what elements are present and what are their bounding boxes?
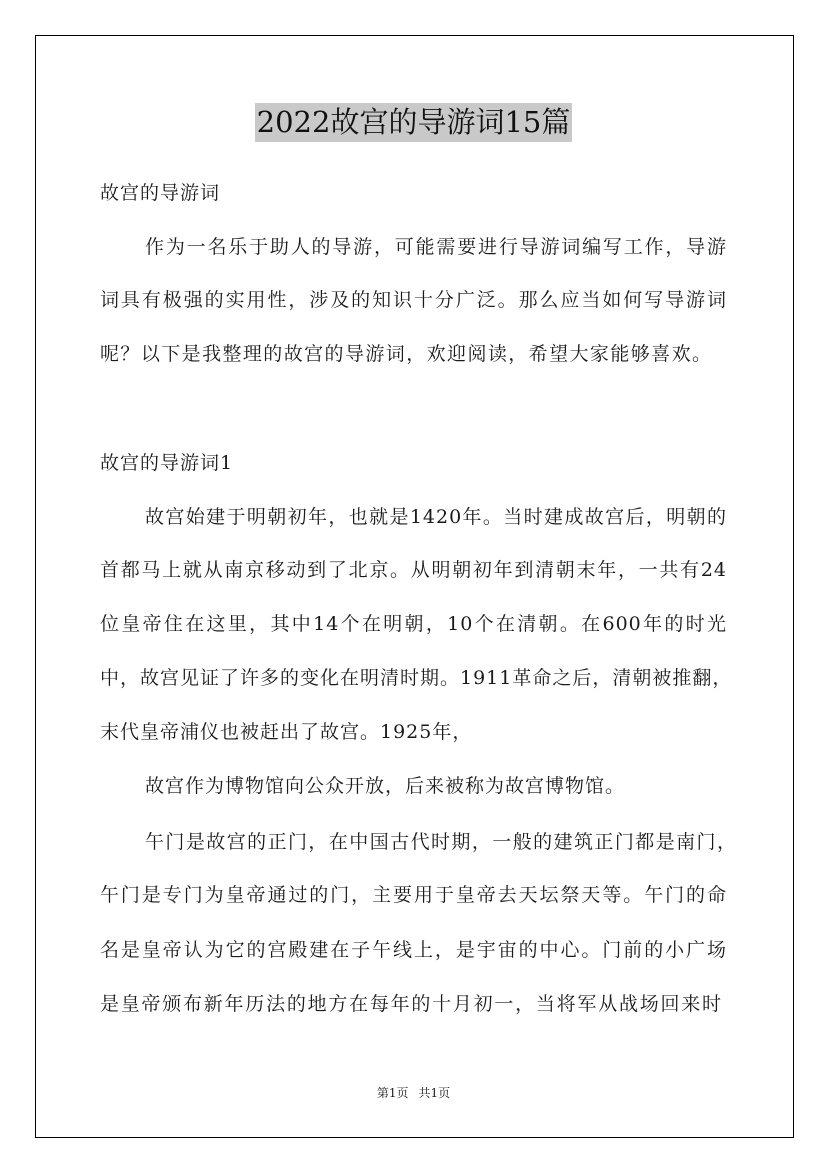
page-number: 第1页: [376, 1086, 409, 1100]
page-footer: [0, 1084, 827, 1102]
page-total: 共1页: [418, 1086, 451, 1100]
intro-heading: 故宫的导游词: [100, 182, 221, 204]
paragraph-line: 末代皇帝浦仪也被赶出了故宫。1925年，: [100, 721, 473, 743]
paragraph-line: 午门是专门为皇帝通过的门，主要用于皇帝去天坛祭天等。午门的命: [100, 884, 727, 906]
intro-paragraph-line: 呢？以下是我整理的故宫的导游词，欢迎阅读，希望大家能够喜欢。: [100, 343, 712, 365]
paragraph-line: 首都马上就从南京移动到了北京。从明朝初年到清朝末年，一共有24: [100, 559, 727, 581]
document-title: 2022故宫的导游词15篇: [255, 103, 573, 142]
paragraph-line: 名是皇帝认为它的宫殿建在子午线上，是宇宙的中心。门前的小广场: [100, 939, 727, 961]
intro-paragraph-line: 词具有极强的实用性，涉及的知识十分广泛。那么应当如何写导游词: [100, 289, 727, 311]
paragraph-line: 故宫作为博物馆向公众开放，后来被称为故宫博物馆。: [145, 775, 626, 797]
paragraph-line: 位皇帝住在这里，其中14个在明朝，10个在清朝。在600年的时光: [100, 613, 727, 635]
paragraph-line: 中，故宫见证了许多的变化在明清时期。1911革命之后，清朝被推翻，: [100, 667, 733, 689]
paragraph-line: 午门是故宫的正门，在中国古代时期，一般的建筑正门都是南门，: [145, 831, 737, 853]
paragraph-line: 是皇帝颁布新年历法的地方在每年的十月初一，当将军从战场回来时: [100, 993, 722, 1015]
intro-paragraph-line: 作为一名乐于助人的导游，可能需要进行导游词编写工作，导游: [145, 236, 727, 258]
title-container: [0, 103, 827, 143]
section-heading: 故宫的导游词1: [100, 452, 234, 474]
paragraph-line: 故宫始建于明朝初年，也就是1420年。当时建成故宫后，明朝的: [145, 506, 727, 528]
